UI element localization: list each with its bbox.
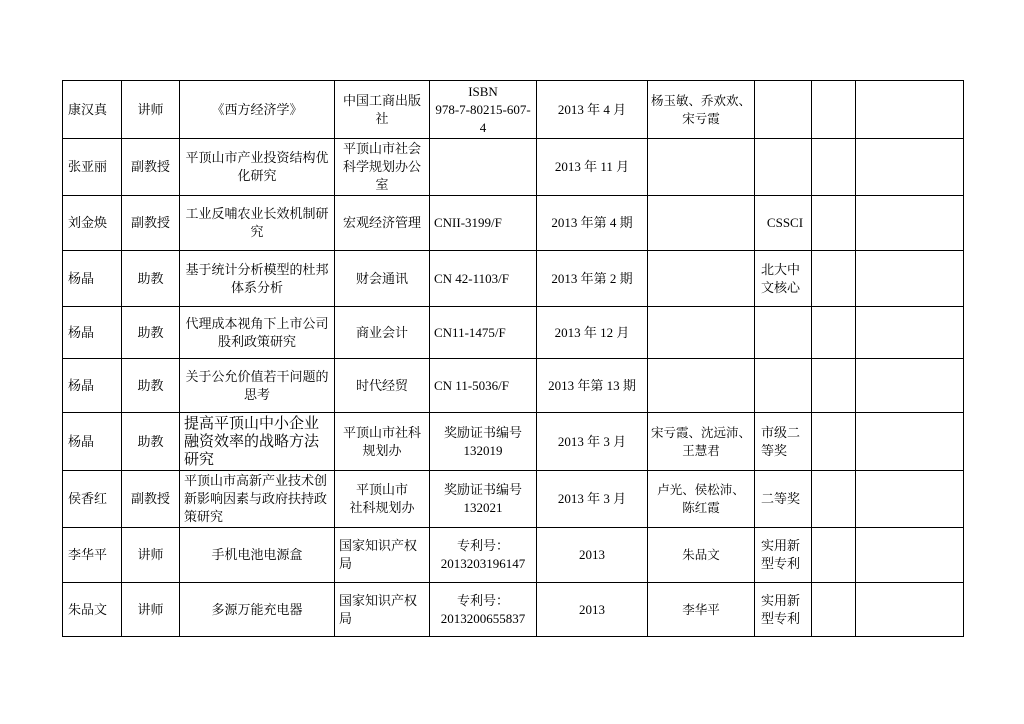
table-row	[63, 251, 964, 307]
job-title-cell: 讲师	[122, 528, 180, 583]
level-cell: CSSCI	[755, 196, 812, 251]
publisher-cell: 时代经贸	[335, 359, 430, 413]
blank-cell	[812, 196, 856, 251]
publisher-cell: 平顶山市 社科规划办	[335, 471, 430, 528]
publisher-cell: 商业会计	[335, 307, 430, 359]
publication-date-cell: 2013 年 3 月	[537, 471, 648, 528]
level-cell: 实用新型专利	[755, 583, 812, 637]
job-title-cell: 助教	[122, 413, 180, 471]
blank-cell	[856, 471, 964, 528]
level-cell: 北大中文核心	[755, 251, 812, 307]
blank-cell	[812, 471, 856, 528]
publisher-cell: 国家知识产权局	[335, 583, 430, 637]
coauthors-cell: 宋亏霞、沈远沛、王慧君	[648, 413, 755, 471]
publication-date-cell: 2013 年第 2 期	[537, 251, 648, 307]
coauthors-cell: 卢光、侯松沛、 陈红霞	[648, 471, 755, 528]
work-title-cell: 平顶山市高新产业技术创新影响因素与政府扶持政策研究	[180, 471, 335, 528]
blank-cell	[812, 251, 856, 307]
blank-cell	[856, 81, 964, 139]
work-title-cell: 提高平顶山中小企业融资效率的战略方法研究	[180, 413, 335, 471]
publication-date-cell: 2013 年 4 月	[537, 81, 648, 139]
table-row	[63, 196, 964, 251]
level-cell	[755, 359, 812, 413]
table-row	[63, 528, 964, 583]
table-row	[63, 139, 964, 196]
publication-number-cell: 专利号： 2013200655837	[430, 583, 537, 637]
publication-number-cell: 奖励证书编号 132021	[430, 471, 537, 528]
blank-cell	[812, 307, 856, 359]
blank-cell	[812, 359, 856, 413]
work-title-cell: 平顶山市产业投资结构优化研究	[180, 139, 335, 196]
publication-date-cell: 2013 年 11 月	[537, 139, 648, 196]
blank-cell	[812, 583, 856, 637]
publication-date-cell: 2013 年第 4 期	[537, 196, 648, 251]
table-row	[63, 413, 964, 471]
table-row	[63, 81, 964, 139]
author-name-cell: 杨晶	[63, 307, 122, 359]
publication-date-cell: 2013	[537, 583, 648, 637]
publisher-cell: 平顶山市社会科学规划办公室	[335, 139, 430, 196]
publication-date-cell: 2013 年 3 月	[537, 413, 648, 471]
table-row	[63, 471, 964, 528]
coauthors-cell	[648, 139, 755, 196]
coauthors-cell	[648, 251, 755, 307]
author-name-cell: 侯香红	[63, 471, 122, 528]
table-row	[63, 359, 964, 413]
blank-cell	[856, 528, 964, 583]
blank-cell	[812, 139, 856, 196]
publisher-cell: 平顶山市社科规划办	[335, 413, 430, 471]
publisher-cell: 财会通讯	[335, 251, 430, 307]
author-name-cell: 刘金焕	[63, 196, 122, 251]
blank-cell	[856, 359, 964, 413]
blank-cell	[812, 413, 856, 471]
publication-date-cell: 2013 年第 13 期	[537, 359, 648, 413]
job-title-cell: 讲师	[122, 583, 180, 637]
job-title-cell: 副教授	[122, 471, 180, 528]
coauthors-cell: 李华平	[648, 583, 755, 637]
record-table	[62, 80, 964, 637]
blank-cell	[856, 307, 964, 359]
job-title-cell: 副教授	[122, 139, 180, 196]
author-name-cell: 朱品文	[63, 583, 122, 637]
level-cell	[755, 139, 812, 196]
table-row	[63, 583, 964, 637]
author-name-cell: 康汉真	[63, 81, 122, 139]
coauthors-cell: 杨玉敏、乔欢欢、宋亏霞	[648, 81, 755, 139]
level-cell: 二等奖	[755, 471, 812, 528]
work-title-cell: 《西方经济学》	[180, 81, 335, 139]
table-row	[63, 307, 964, 359]
level-cell	[755, 307, 812, 359]
publication-date-cell: 2013	[537, 528, 648, 583]
coauthors-cell: 朱品文	[648, 528, 755, 583]
blank-cell	[856, 251, 964, 307]
publication-number-cell: CN 11-5036/F	[430, 359, 537, 413]
blank-cell	[856, 413, 964, 471]
job-title-cell: 助教	[122, 251, 180, 307]
coauthors-cell	[648, 196, 755, 251]
publisher-cell: 中国工商出版社	[335, 81, 430, 139]
publication-number-cell: 专利号： 2013203196147	[430, 528, 537, 583]
publication-number-cell: CNII-3199/F	[430, 196, 537, 251]
coauthors-cell	[648, 359, 755, 413]
job-title-cell: 助教	[122, 307, 180, 359]
publication-number-cell: CN11-1475/F	[430, 307, 537, 359]
job-title-cell: 副教授	[122, 196, 180, 251]
blank-cell	[856, 139, 964, 196]
work-title-cell: 手机电池电源盒	[180, 528, 335, 583]
level-cell: 实用新型专利	[755, 528, 812, 583]
author-name-cell: 张亚丽	[63, 139, 122, 196]
author-name-cell: 杨晶	[63, 413, 122, 471]
level-cell: 市级二等奖	[755, 413, 812, 471]
job-title-cell: 讲师	[122, 81, 180, 139]
publication-date-cell: 2013 年 12 月	[537, 307, 648, 359]
publisher-cell: 国家知识产权局	[335, 528, 430, 583]
publisher-cell: 宏观经济管理	[335, 196, 430, 251]
publication-number-cell: CN 42-1103/F	[430, 251, 537, 307]
work-title-cell: 多源万能充电器	[180, 583, 335, 637]
work-title-cell: 基于统计分析模型的杜邦体系分析	[180, 251, 335, 307]
author-name-cell: 杨晶	[63, 251, 122, 307]
blank-cell	[856, 583, 964, 637]
publication-number-cell: ISBN 978-7-80215-607-4	[430, 81, 537, 139]
work-title-cell: 关于公允价值若干问题的思考	[180, 359, 335, 413]
blank-cell	[812, 528, 856, 583]
publication-number-cell	[430, 139, 537, 196]
blank-cell	[856, 196, 964, 251]
blank-cell	[812, 81, 856, 139]
work-title-cell: 代理成本视角下上市公司股利政策研究	[180, 307, 335, 359]
author-name-cell: 杨晶	[63, 359, 122, 413]
work-title-cell: 工业反哺农业长效机制研究	[180, 196, 335, 251]
job-title-cell: 助教	[122, 359, 180, 413]
level-cell	[755, 81, 812, 139]
publication-number-cell: 奖励证书编号 132019	[430, 413, 537, 471]
author-name-cell: 李华平	[63, 528, 122, 583]
coauthors-cell	[648, 307, 755, 359]
